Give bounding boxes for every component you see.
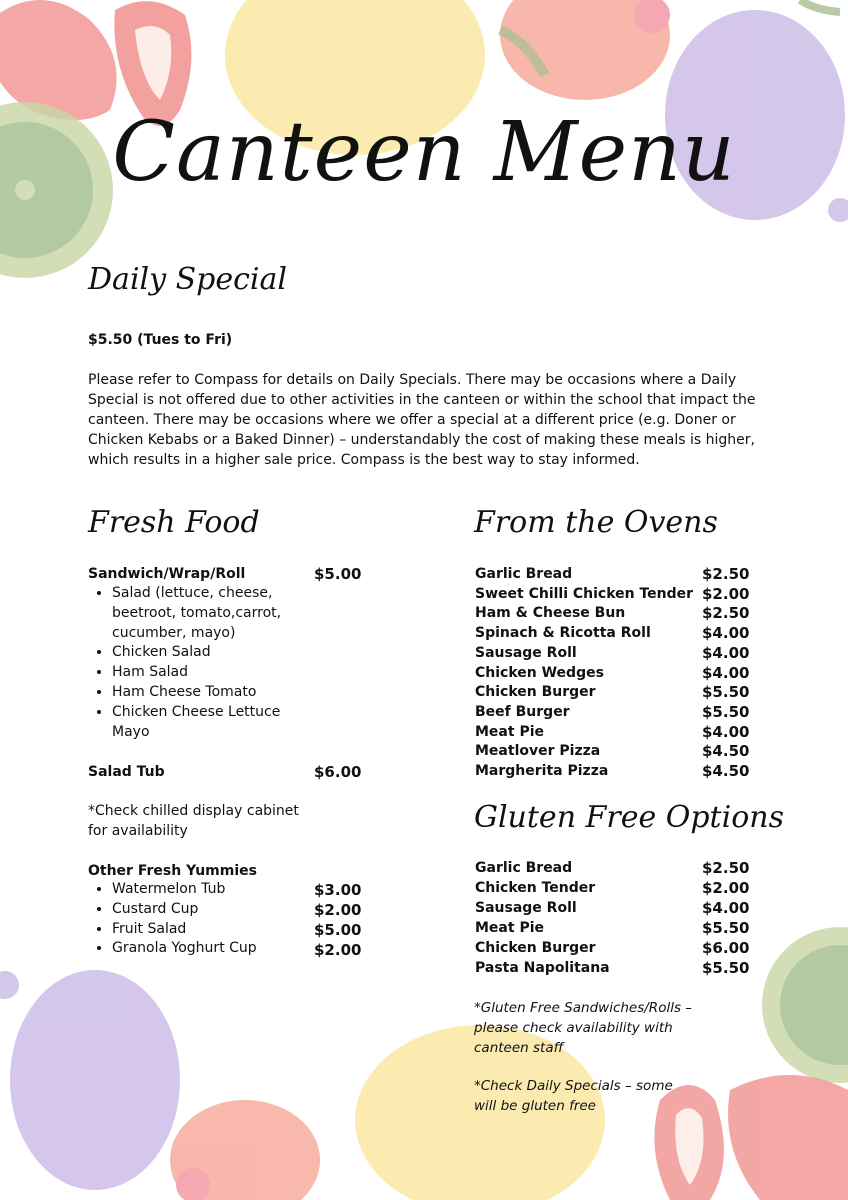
item-name: Sweet Chilli Chicken Tender — [475, 585, 694, 602]
list-item: • Ham Cheese Tomato — [112, 683, 302, 703]
daily-special-price: $5.50 (Tues to Fri) — [88, 332, 233, 348]
item-price: $5.50 — [702, 683, 750, 702]
daily-special-heading: Daily Special — [88, 262, 287, 297]
item-name: Meat Pie — [475, 919, 544, 936]
list-item: • Chicken Salad — [112, 643, 302, 663]
item-price: $2.00 — [702, 584, 750, 603]
gluten-free-specials-note: *Check Daily Specials – some will be gluten free — [474, 1078, 673, 1114]
item-name: Sandwich/Wrap/Roll — [88, 566, 246, 582]
strawberry-icon — [0, 0, 117, 120]
item-price: $4.50 — [702, 762, 750, 780]
item-name: Ham & Cheese Bun — [475, 605, 626, 622]
item-price: $4.00 — [702, 722, 750, 741]
item-price: $2.00 — [314, 901, 362, 919]
item-price: $2.50 — [702, 565, 750, 583]
item-name: Chicken Tender — [475, 879, 596, 896]
gluten-free-heading: Gluten Free Options — [474, 800, 784, 835]
list-item: • Watermelon Tub — [112, 880, 332, 900]
grapes-icon — [0, 970, 180, 1190]
item-name: Garlic Bread — [475, 566, 573, 582]
item-price: $4.50 — [702, 742, 750, 761]
item-price: $5.50 — [702, 702, 750, 721]
lime-icon — [762, 927, 848, 1083]
fresh-food-heading: Fresh Food — [88, 505, 260, 540]
peach-icon — [170, 1100, 320, 1200]
item-name: Margherita Pizza — [475, 763, 609, 779]
yummies-list — [88, 880, 332, 959]
item-price: $4.00 — [702, 663, 750, 682]
item-name: Beef Burger — [475, 703, 570, 720]
item-price: $4.00 — [702, 643, 750, 662]
item-name: Chicken Burger — [475, 939, 596, 956]
sandwich-options-list — [88, 584, 302, 742]
list-item: • Custard Cup — [112, 900, 332, 920]
item-name: Chicken Wedges — [475, 664, 604, 681]
item-price: $2.00 — [314, 941, 362, 959]
list-item: • Granola Yoghurt Cup — [112, 939, 332, 959]
chilled-cabinet-note: *Check chilled display cabinet for availability — [88, 803, 299, 839]
item-name: Chicken Burger — [475, 684, 596, 701]
item-name: Sausage Roll — [475, 899, 577, 916]
item-price: $5.00 — [314, 921, 362, 939]
item-name: Meatlover Pizza — [475, 743, 601, 760]
item-name: Spinach & Ricotta Roll — [475, 625, 651, 642]
peach-icon — [500, 0, 670, 100]
gluten-free-sandwich-note: *Gluten Free Sandwiches/Rolls – please check availability with canteen staff — [474, 1000, 693, 1056]
item-price: $4.00 — [702, 898, 750, 917]
item-price: $5.00 — [314, 565, 362, 583]
other-yummies-heading: Other Fresh Yummies — [88, 863, 257, 879]
list-item: • Chicken Cheese Lettuce Mayo — [112, 703, 302, 743]
page-title: Canteen Menu — [112, 105, 736, 200]
item-price: $3.00 — [314, 881, 362, 899]
item-name: Sausage Roll — [475, 644, 577, 661]
item-name: Garlic Bread — [475, 860, 573, 876]
item-price: $6.00 — [702, 938, 750, 957]
list-item: • Ham Salad — [112, 663, 302, 683]
item-price: $5.50 — [702, 918, 750, 937]
daily-special-description: Please refer to Compass for details on Daily Specials. There may be occasions where a Daily Special is not offered due to other activities in the canteen or within the school that impact the canteen. There may be occasions where we offer a special at a different price (e.g. Doner or Chicken Kebabs or a Baked Dinner) – understandably the cost of making these meals is higher, which results in a higher sale price. Compass is the best way to stay informed. — [88, 372, 756, 468]
item-price: $2.00 — [702, 878, 750, 897]
item-price: $6.00 — [314, 763, 362, 781]
item-price: $4.00 — [702, 624, 750, 643]
list-item: • Salad (lettuce, cheese, beetroot, tomato,carrot, cucumber, mayo) — [112, 584, 302, 643]
item-price: $5.50 — [702, 958, 750, 977]
item-name: Salad Tub — [88, 764, 165, 780]
item-price: $2.50 — [702, 859, 750, 877]
item-name: Meat Pie — [475, 723, 544, 740]
list-item: • Fruit Salad — [112, 920, 332, 940]
item-name: Pasta Napolitana — [475, 959, 610, 976]
item-price: $2.50 — [702, 604, 750, 623]
ovens-heading: From the Ovens — [474, 505, 718, 540]
